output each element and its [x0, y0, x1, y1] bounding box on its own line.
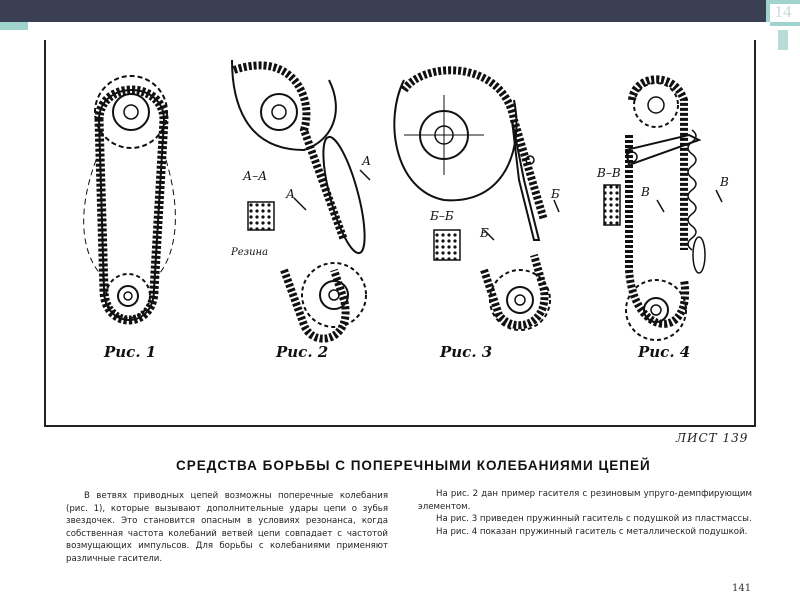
section-arrow-a-1: А — [286, 187, 296, 201]
section-label-v-v: В–В — [597, 166, 621, 180]
caption-fig-2: Рис. 2 — [276, 343, 329, 361]
side-accent — [778, 30, 788, 50]
section-arrow-v-1: В — [641, 185, 650, 199]
section-label-a-a: А–А — [243, 169, 268, 183]
header-accent-lower — [770, 22, 800, 26]
left-text-column — [66, 490, 388, 566]
slide-page-number: 14 — [774, 2, 792, 21]
figure-1-chain-drive — [84, 76, 176, 320]
sheet-label: ЛИСТ 139 — [676, 431, 749, 445]
left-accent — [0, 22, 28, 30]
caption-fig-3: Рис. 3 — [440, 343, 493, 361]
right-paragraph-3: На рис. 4 показан пружинный гаситель с металлической подушкой. — [436, 526, 748, 537]
rubber-label: Резина — [231, 247, 269, 258]
figure-4-metal-pad-damper — [604, 79, 722, 340]
section-arrow-b-1: Б — [480, 226, 489, 240]
right-paragraph-1: На рис. 2 дан пример гасителя с резиновым упруго-демпфирующим элементом. — [418, 489, 752, 512]
page-title: СРЕДСТВА БОРЬБЫ С ПОПЕРЕЧНЫМИ КОЛЕБАНИЯМИ ЦЕПЕЙ — [176, 458, 651, 473]
right-paragraph-2: На рис. 3 приведен пружинный гаситель с подушкой из пластмассы. — [436, 514, 752, 525]
section-label-b-b: Б–Б — [430, 209, 454, 223]
figure-3-plastic-pad-damper — [394, 70, 559, 330]
figure-2-rubber-damper — [232, 60, 373, 339]
section-arrow-a-2: А — [362, 154, 372, 168]
right-text-column — [418, 488, 752, 538]
caption-fig-1: Рис. 1 — [104, 343, 157, 361]
book-page-number: 141 — [732, 583, 752, 594]
chain-drives-figure — [44, 40, 752, 425]
section-arrow-v-2: В — [720, 175, 729, 189]
caption-fig-4: Рис. 4 — [638, 343, 691, 361]
section-arrow-b-2: Б — [551, 187, 560, 201]
slide-header-bar — [0, 0, 766, 22]
left-paragraph: В ветвях приводных цепей возможны поперечные колебания (рис. 1), которые вызывают дополнительные удары цепи о зубья звездочек. Это становится опасным в условиях резонанса, когда собственная частота колебаний ветвей цепи совпадает с частотой возмущающих импульсов. Для борьбы с колебаниями применяют различные гасители. — [66, 491, 388, 564]
